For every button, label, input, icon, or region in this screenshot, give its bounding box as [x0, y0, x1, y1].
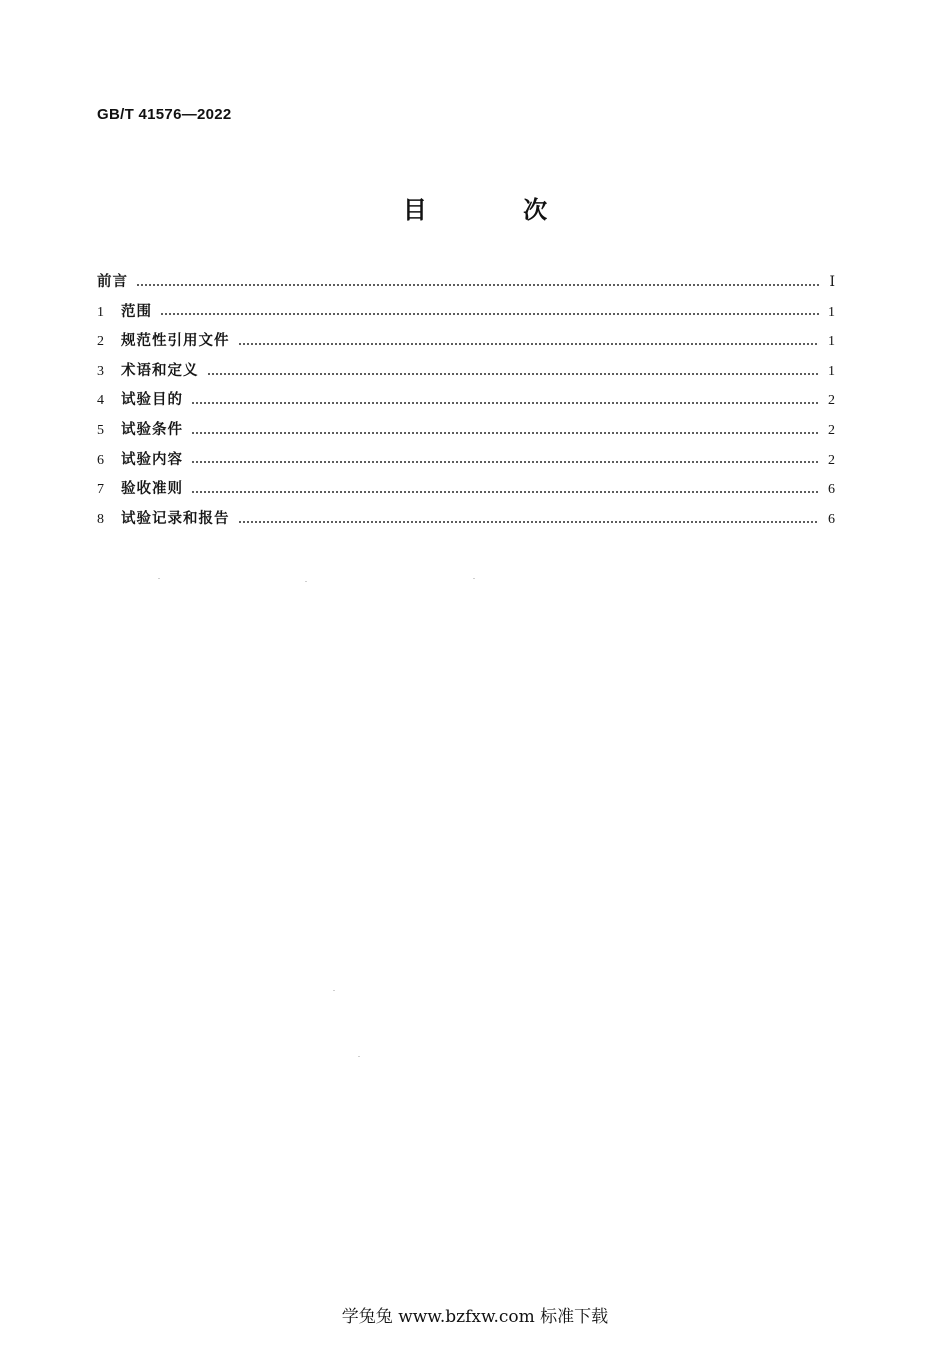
- toc-entry-number: 2: [97, 334, 104, 350]
- toc-entry-label: 验收准则: [121, 481, 183, 498]
- toc-entry-test-records-report[interactable]: [97, 505, 835, 535]
- toc-entry-page: 2: [828, 452, 835, 468]
- toc-entry-number: 5: [97, 422, 104, 438]
- toc-entry-test-content[interactable]: [97, 446, 835, 476]
- toc-entry-page: 2: [828, 393, 835, 409]
- toc-entry-scope[interactable]: [97, 298, 835, 328]
- dot-leader: [238, 521, 820, 523]
- dot-leader: [160, 313, 819, 315]
- table-of-contents: [97, 268, 835, 534]
- toc-entry-number: 4: [97, 393, 104, 409]
- toc-entry-label: 前言: [97, 274, 128, 290]
- toc-entry-label: 术语和定义: [121, 362, 199, 379]
- toc-entry-page: 1: [828, 363, 835, 379]
- toc-entry-page: 6: [828, 511, 835, 527]
- dot-leader: [191, 461, 819, 463]
- toc-entry-test-purpose[interactable]: [97, 386, 835, 416]
- toc-entry-label: 规范性引用文件: [121, 333, 230, 350]
- toc-entry-acceptance-criteria[interactable]: [97, 475, 835, 505]
- toc-entry-number: 3: [97, 363, 104, 379]
- document-code: GB/T 41576—2022: [97, 106, 232, 123]
- toc-entry-normative-references[interactable]: [97, 327, 835, 357]
- toc-entry-terms-definitions[interactable]: [97, 357, 835, 387]
- toc-entry-page: 6: [828, 482, 835, 498]
- scan-speck: [333, 990, 335, 991]
- toc-entry-foreword[interactable]: [97, 268, 835, 298]
- dot-leader: [191, 432, 819, 434]
- toc-entry-page: 2: [828, 422, 835, 438]
- toc-entry-label: 试验内容: [121, 451, 183, 468]
- toc-entry-label: 范围: [121, 303, 152, 320]
- toc-entry-number: 1: [97, 304, 104, 320]
- footer-watermark: 学兔兔 www.bzfxw.com 标准下载: [341, 1307, 609, 1327]
- toc-entry-label: 试验条件: [121, 421, 183, 438]
- toc-entry-test-conditions[interactable]: [97, 416, 835, 446]
- scan-speck: [358, 1056, 360, 1057]
- scan-speck: [473, 578, 475, 579]
- dot-leader: [191, 491, 819, 493]
- toc-title: 目 次: [402, 196, 592, 224]
- toc-entry-number: 8: [97, 511, 104, 527]
- toc-entry-page: 1: [828, 334, 835, 350]
- dot-leader: [238, 343, 820, 345]
- scan-speck: [158, 578, 160, 579]
- dot-leader: [191, 402, 819, 404]
- toc-entry-label: 试验记录和报告: [121, 510, 230, 527]
- toc-entry-page: Ⅰ: [829, 275, 835, 290]
- toc-entry-page: 1: [828, 304, 835, 320]
- toc-entry-label: 试验目的: [121, 392, 183, 409]
- dot-leader: [136, 284, 819, 286]
- dot-leader: [207, 373, 820, 375]
- toc-entry-number: 7: [97, 482, 104, 498]
- scan-speck: [305, 581, 307, 582]
- toc-entry-number: 6: [97, 452, 104, 468]
